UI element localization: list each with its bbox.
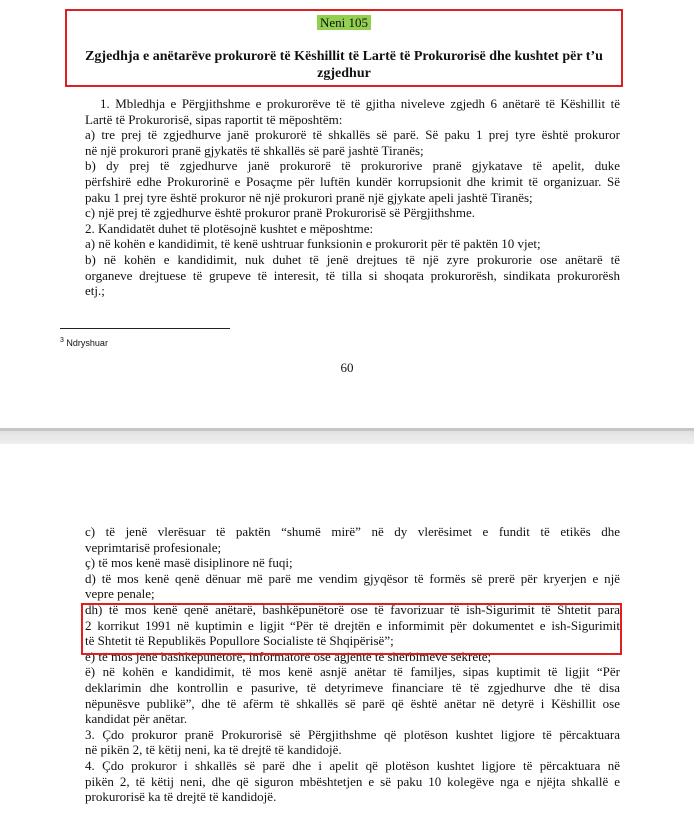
text-line: nëpunësve publikë”, dhe të afërm të shkallës së parë që është anëtar në detyrë i Këshillit ose (85, 695, 620, 711)
text-line: e) të mos jenë bashkëpunëtorë, informatorë ose agjentë të shërbimeve sekrete; (85, 648, 492, 664)
text-line: ç) të mos kenë masë disiplinore në fuqi; (85, 555, 293, 571)
text-line: vepre penale; (85, 586, 155, 602)
text-line: 3. Çdo prokuror pranë Prokurorisë së Përgjithshme që plotëson kushtet ligjore të përcaktuara (85, 726, 620, 742)
text-line: c) një prej të zgjedhurve është prokuror pranë Prokurorisë së Përgjithshme. (85, 205, 475, 221)
text-line: b) në kohën e kandidimit, nuk duhet të jenë drejtues të një zyre prokurorie ose anëtarë të (85, 251, 620, 267)
article-heading-highlight-box (65, 9, 623, 87)
text-line: në pikën 2, të këtij neni, ka të drejtë të kandidojë. (85, 742, 342, 758)
text-line: në një prokurori pranë gjykatës të shkallës së parë jashtë Tiranës; (85, 142, 424, 158)
footnote (60, 337, 108, 348)
text-line: ë) në kohën e kandidimit, të mos kenë asnjë anëtar të familjes, sipas kuptimit të ligjit “Për (85, 664, 620, 680)
paragraph-dh-highlight-box (81, 603, 622, 655)
text-line: organeve drejtuese të grupeve të interesit, të tilla si shoqata prokurorësh, sindikata prokurorësh (85, 267, 620, 283)
footnote-separator (60, 328, 230, 329)
text-line: Lartë të Prokurorisë, sipas raportit të mëposhtëm: (85, 111, 343, 127)
text-line: pikën 2, të këtij neni, dhe që siguron mbështetjen e së paku 10 kolegëve nga e njëjta shkallë e (85, 773, 620, 789)
text-line: paku 1 prej tyre është prokuror në një prokurori pranë një gjykate apeli jashtë Tiranës; (85, 189, 533, 205)
text-line: a) tre prej të zgjedhurve janë prokurorë të shkallës së parë. Së paku 1 prej tyre është prokuror (85, 127, 620, 143)
article-body-part-1 (85, 96, 620, 299)
page-break-gap (0, 428, 694, 444)
text-line: b) dy prej të zgjedhurve janë prokurorë të prokurorive pranë gjykatave të apelit, duke (85, 158, 620, 174)
text-line: d) të mos kenë qenë dënuar më parë me vendim gjyqësor të formës së prerë për kryerjen e një (85, 570, 620, 586)
article-number: Neni 105 (317, 15, 371, 30)
text-line: veprimtarisë profesionale; (85, 539, 222, 555)
text-line: etj.; (85, 283, 105, 299)
text-line: 2 korrikut 1991 në kuptimin e ligjit “Për të drejtën e informimit për dokumentet e ish-Sigurimit (85, 617, 620, 633)
text-line: a) në kohën e kandidimit, të kenë ushtruar funksionin e prokurorit për të paktën 10 vjet; (85, 236, 541, 252)
text-line: dh) të mos kenë qenë anëtarë, bashkëpunëtorë ose të favorizuar të ish-Sigurimit të Shtetit para (85, 601, 620, 617)
text-line: deklarimin dhe kontrollin e pasurive, të detyrimeve financiare të të zgjedhurve dhe të disa (85, 679, 620, 695)
text-line: të Shtetit të Republikës Popullore Socialiste të Shqipërisë”; (85, 633, 394, 649)
text-line: c) të jenë vlerësuar të paktën “shumë mirë” në dy vlerësimet e fundit të etikës dhe (85, 524, 620, 539)
text-line: prokurorisë ka të drejtë të kandidojë. (85, 789, 277, 805)
footnote-text: Ndryshuar (66, 338, 108, 348)
article-title: Zgjedhja e anëtarëve prokurorë të Këshillit të Lartë të Prokurorisë dhe kushtet për t’u zgjedhur (85, 49, 603, 81)
page-number: 60 (340, 360, 354, 375)
text-line: 4. Çdo prokuror i shkallës së parë dhe i apelit që plotëson kushtet ligjore të përcaktuara në (85, 757, 620, 773)
text-line: 2. Kandidatët duhet të plotësojnë kushtet e mëposhtme: (85, 220, 374, 236)
article-body-part-2 (85, 524, 620, 805)
text-line: përfshirë edhe Prokurorinë e Posaçme për luftën kundër korrupsionit dhe krimit të organizuar. Së (85, 173, 620, 189)
text-line: 1. Mbledhja e Përgjithshme e prokurorëve të të gjitha niveleve zgjedh 6 anëtarë të Këshillit të (100, 96, 620, 111)
footnote-mark: 3 (60, 337, 64, 344)
text-line: kandidat për anëtar. (85, 711, 188, 727)
